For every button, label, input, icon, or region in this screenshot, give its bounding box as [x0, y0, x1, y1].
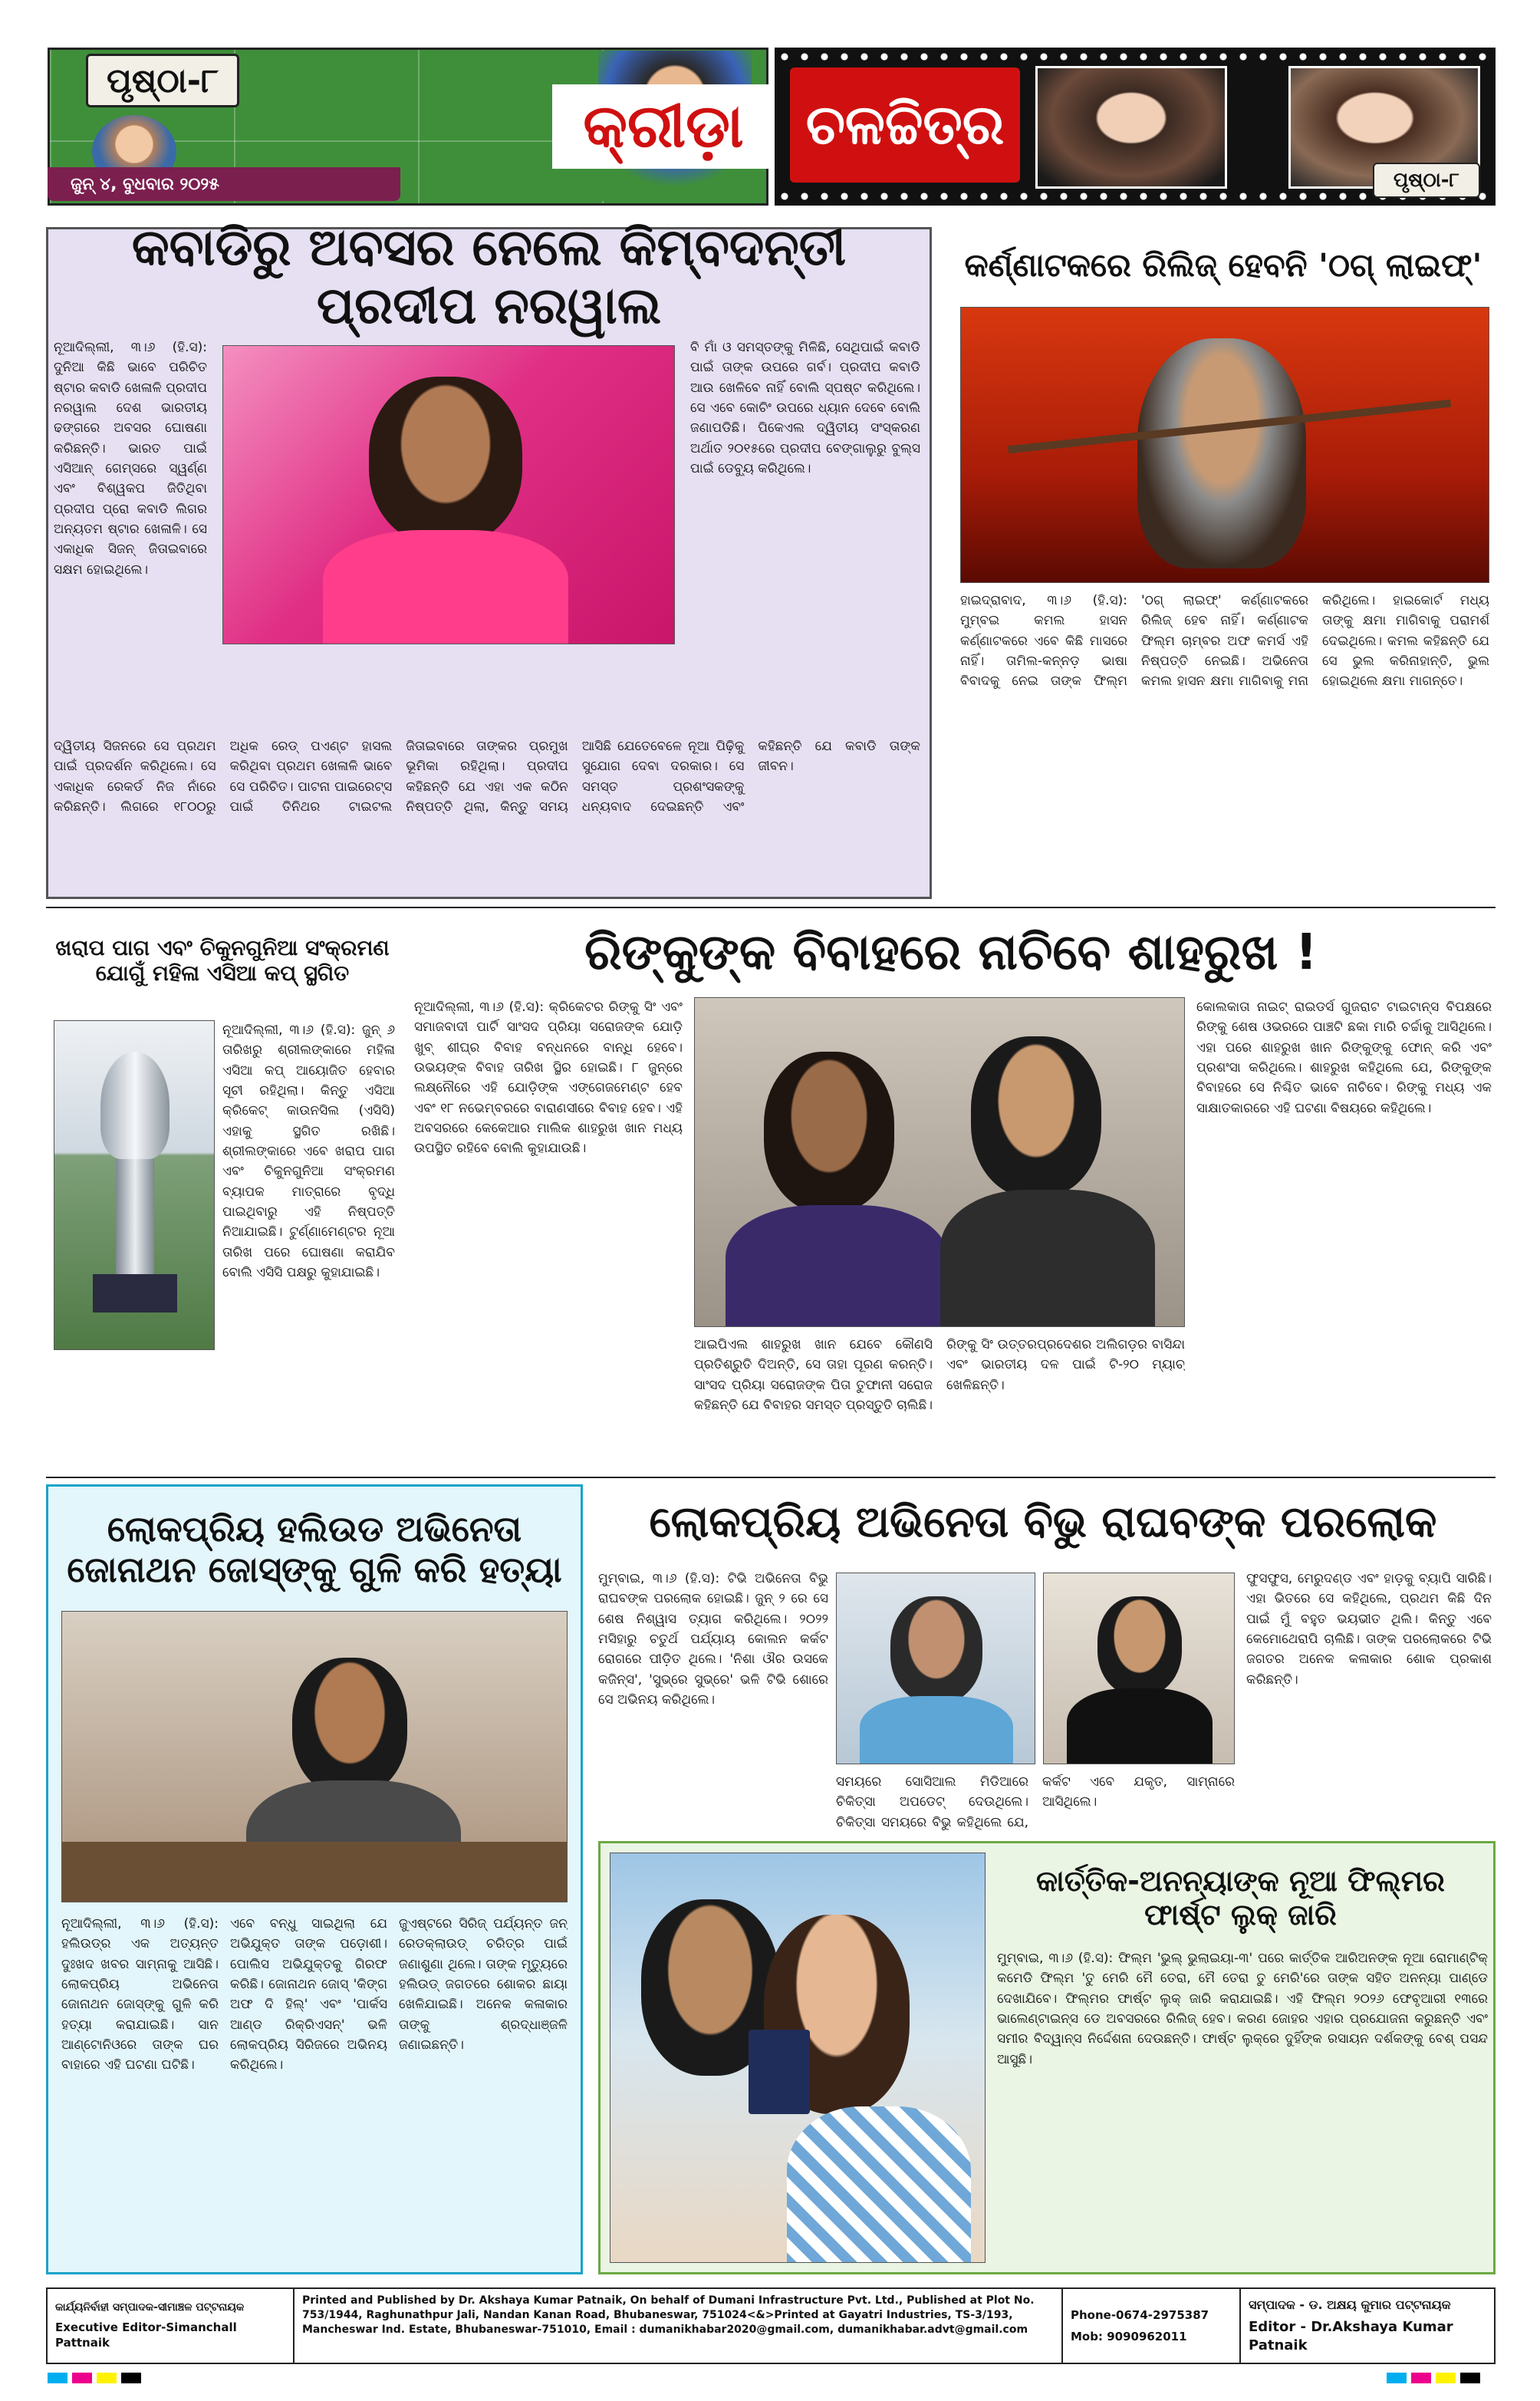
asia-cup-text: ନୂଆଦିଲ୍ଲୀ, ୩।୬ (ହି.ସ): ଜୁନ୍ ୬ ତାରିଖରୁ ଶ୍ରୀଲଙ୍କାରେ ମହିଳା ଏସିଆ କପ୍ ଆୟୋଜିତ ହେବାର ସୂଚୀ ରହିଥିଲା। କିନ୍ତୁ ଏସିଆ କ୍ରିକେଟ୍ କାଉନସିଲ (ଏସିସି) ଏହାକୁ ସ୍ଥଗିତ ରଖିଛି। ଶ୍ରୀଲଙ୍କାରେ ଏବେ ଖରାପ ପାଗ ଏବଂ ଚିକୁନଗୁନିଆ ସଂକ୍ରମଣ ବ୍ୟାପକ ମାତ୍ରାରେ ବୃଦ୍ଧି ପାଇଥିବାରୁ ଏହି ନିଷ୍ପତ୍ତି ନିଆଯାଇଛି। ଟୁର୍ଣ୍ଣାମେଣ୍ଟର ନୂଆ ତାରିଖ ପରେ ଘୋଷଣା କରାଯିବ ବୋଲି ଏସିସି ପକ୍ଷରୁ କୁହାଯାଇଛି। [222, 1023, 395, 1281]
joss-column-3: ଜୁଏଷ୍ଟରେ ସିରିଜ୍ ପର୍ଯ୍ୟନ୍ତ ଜନ୍ ରେଡକ୍ଲାଉଡ୍ ଚରିତ୍ର ପାଇଁ ଜଣାଶୁଣା ଥିଲେ। ତାଙ୍କ ମୃତ୍ୟୁରେ ହଲିଉଡ୍ ଜଗତରେ ଶୋକର ଛାୟା ଖେଳିଯାଇଛି। ଅନେକ କଳାକାର ତାଙ୍କୁ ଶ୍ରଦ୍ଧାଞ୍ଜଳି ଜଣାଇଛନ୍ତି। [399, 1916, 568, 2054]
section-title-sports: କ୍ରୀଡ଼ା [552, 84, 775, 169]
editor-english: Editor - Dr.Akshaya Kumar Patnaik [1249, 2318, 1453, 2353]
vibhu-column-2: ଫୁସଫୁସ, ମେରୁଦଣ୍ଡ ଏବଂ ହାଡ଼କୁ ବ୍ୟାପି ସାରିଛି। ଏହା ଭିତରେ ସେ କହିଥିଲେ, ପ୍ରଥମ କିଛି ଦିନ ପାଇଁ ମୁଁ ବହୁତ ଭୟଭୀତ ଥିଲି। କିନ୍ତୁ ଏବେ କେମୋଥେରାପି ଚାଲିଛି। ତାଙ୍କ ପରଲୋକରେ ଟିଭି ଜଗତର ଅନେକ କଳାକାର ଶୋକ ପ୍ରକାଶ କରିଛନ୍ତି। [1246, 1571, 1492, 1688]
footer-imprint: Printed and Published by Dr. Akshaya Kumar Patnaik, On behalf of Dumani Infrastructure Pvt. Ltd., Published at Plot No. 753/1944, Raghunathpur Jali, Nandan Kanan Road, Bhubaneswar, 751024<&>Printed at Gayatri Industries, TS-3/193, Mancheswar Ind. Estate, Bhubaneswar-751010, Email : dumanikhabar2020@gmail.com, dumanikhabar.advt@gmail.com [295, 2289, 1063, 2363]
page-number-right: ପୃଷ୍ଠା-୮ [1373, 163, 1480, 198]
jonathan-joss-photo [61, 1611, 568, 1902]
vibhu-portrait-photo [1043, 1573, 1235, 1764]
headline-asia-cup: ଖରାପ ପାଗ ଏବଂ ଚିକୁନଗୁନିଆ ସଂକ୍ରମଣ ଯୋଗୁଁ ମହିଳା ଏସିଆ କପ୍ ସ୍ଥଗିତ [55, 935, 390, 986]
rinku-shahrukh-photo [694, 997, 1185, 1327]
footer-executive-editor [48, 2289, 295, 2363]
actress-photo-1 [1035, 66, 1227, 189]
asia-cup-trophy-photo [54, 1020, 215, 1350]
headline-thug-life: କର୍ଣ୍ଣାଟକରେ ରିଲିଜ୍ ହେବନି 'ଠଗ୍ ଲାଇଫ୍' [964, 245, 1482, 284]
editor-odia: ସମ୍ପାଦକ - ଡ. ଅକ୍ଷୟ କୁମାର ପଟ୍ଟନାୟକ [1249, 2297, 1451, 2312]
thug-life-text: ହାଇଦ୍ରାବାଦ, ୩।୬ (ହି.ସ): ମୁମ୍ବଇ କମଲ ହାସନ କର୍ଣ୍ଣାଟକରେ ଏବେ କିଛି ମାସରେ ନାହିଁ। ତାମିଲ-କନ୍ନଡ଼ ଭାଷା ବିବାଦକୁ ନେଇ ତାଙ୍କ ଫିଲ୍ମ 'ଠଗ୍ ଲାଇଫ୍' କର୍ଣ୍ଣାଟକରେ ରିଲିଜ୍ ହେବ ନାହିଁ। କର୍ଣ୍ଣାଟକ ଫିଲ୍ମ ଚାମ୍ବର ଅଫ କମର୍ସ ଏହି ନିଷ୍ପତ୍ତି ନେଇଛି। ଅଭିନେତା କମଲ ହାସନ କ୍ଷମା ମାଗିବାକୁ ମନା କରିଥିଲେ। ହାଇକୋର୍ଟ ମଧ୍ୟ ତାଙ୍କୁ କ୍ଷମା ମାଗିବାକୁ ପରାମର୍ଶ ଦେଇଥିଲେ। କମଲ କହିଛନ୍ତି ଯେ ସେ ଭୁଲ କରିନାହାନ୍ତି, ଭୁଲ ହୋଇଥିଲେ କ୍ଷମା ମାଗନ୍ତେ। [960, 593, 1489, 690]
vibhu-column-1: ମୁମ୍ବାଇ, ୩।୬ (ହି.ସ): ଟିଭି ଅଭିନେତା ବିଭୁ ରାଘବଙ୍କ ପରଲୋକ ହୋଇଛି। ଜୁନ୍ ୨ ରେ ସେ ଶେଷ ନିଶ୍ୱାସ ତ୍ୟାଗ କରିଥିଲେ। ୨୦୨୨ ମସିହାରୁ ଚତୁର୍ଥ ପର୍ଯ୍ୟାୟ କୋଲନ କର୍କଟ ରୋଗରେ ପୀଡ଼ିତ ଥିଲେ। 'ନିଶା ଔର ଉସକେ କଜିନ୍ସ', 'ସୁଭ୍ରେ ସୁଭ୍ରେ' ଭଳି ଟିଭି ଶୋରେ ସେ ଅଭିନୟ କରିଥିଲେ। [598, 1571, 828, 1708]
rinku-column-1: ନୂଆଦିଲ୍ଲୀ, ୩।୬ (ହି.ସ): କ୍ରିକେଟର ରିଙ୍କୁ ସିଂ ଏବଂ ସମାଜବାଦୀ ପାର୍ଟି ସାଂସଦ ପ୍ରିୟା ସରୋଜଙ୍କ ଯୋଡ଼ି ଖୁବ୍ ଶୀଘ୍ର ବିବାହ ବନ୍ଧନରେ ବାନ୍ଧି ହେବେ। ଉଭୟଙ୍କ ବିବାହ ତାରିଖ ସ୍ଥିର ହୋଇଛି। ୮ ଜୁନ୍‌ରେ ଲକ୍ଷ୍ନୌରେ ଏହି ଯୋଡ଼ିଙ୍କ ଏଙ୍ଗେଜମେଣ୍ଟ ହେବ ଏବଂ ୧୮ ନଭେମ୍ବରରେ ବାରାଣସୀରେ ବିବାହ ହେବ। ଏହି ଅବସରରେ କେକେଆର ମାଲିକ ଶାହରୁଖ ଖାନ ମଧ୍ୟ ଉପସ୍ଥିତ ରହିବେ ବୋଲି କୁହାଯାଉଛି। [414, 1000, 683, 1157]
phone-number: Phone-0674-2975387 [1071, 2307, 1209, 2322]
headline-kabaddi: କବାଡିରୁ ଅବସର ନେଲେ କିମ୍ବଦନ୍ତୀ ପ୍ରଦୀପ ନରୱାଲ [131, 218, 847, 335]
vibhu-hospital-photo [836, 1573, 1035, 1764]
headline-rinku-wedding: ରିଙ୍କୁଙ୍କ ବିବାହରେ ନାଚିବେ ଶାହରୁଖ ! [584, 924, 1318, 981]
page-number-left: ପୃଷ୍ଠା-୮ [86, 54, 239, 107]
headline-jonathan-joss: ଲୋକପ୍ରିୟ ହଲିଉଡ ଅଭିନେତା ଜୋନାଥନ ଜୋସ୍‌ଙ୍କୁ ଗୁଳି କରି ହତ୍ୟା [67, 1508, 562, 1590]
footer-editor [1241, 2289, 1494, 2363]
executive-editor-odia: କାର୍ଯ୍ୟନିର୍ବାହୀ ସମ୍ପାଦକ-ସୀମାଞ୍ଚଳ ପଟ୍ଟନାୟକ [55, 2301, 245, 2314]
color-registration-right [1387, 2372, 1485, 2386]
kabaddi-player-photo [222, 345, 675, 644]
kartik-ananya-photo [610, 1853, 986, 2263]
headline-kartik-ananya: କାର୍ତ୍ତିକ-ଅନନ୍ୟାଙ୍କ ନୂଆ ଫିଲ୍ମର ଫାର୍ଷ୍ଟ ଲୁକ୍ ଜାରି [1036, 1864, 1445, 1932]
thug-life-poster [960, 307, 1489, 583]
mobile-number: Mob: 9090962011 [1071, 2330, 1187, 2343]
kabaddi-lower-text: ଦ୍ୱିତୀୟ ସିଜନରେ ସେ ପ୍ରଥମ ପାଇଁ ପ୍ରଦର୍ଶନ କରିଥିଲେ। ସେ ଏକାଧିକ ରେକର୍ଡ ନିଜ ନାଁରେ କରିଛନ୍ତି। ଲିଗରେ ୧୮୦୦ରୁ ଅଧିକ ରେଡ୍ ପଏଣ୍ଟ ହାସଲ କରିଥିବା ପ୍ରଥମ ଖେଳାଳି ଭାବେ ସେ ପରିଚିତ। ପାଟନା ପାଇରେଟ୍ସ ପାଇଁ ତିନିଥର ଟାଇଟଲ ଜିତାଇବାରେ ତାଙ୍କର ପ୍ରମୁଖ ଭୂମିକା ରହିଥିଲା। ପ୍ରଦୀପ କହିଛନ୍ତି ଯେ ଏହା ଏକ କଠିନ ନିଷ୍ପତ୍ତି ଥିଲା, କିନ୍ତୁ ସମୟ ଆସିଛି ଯେତେବେଳେ ନୂଆ ପିଢ଼ିକୁ ସୁଯୋଗ ଦେବା ଦରକାର। ସେ ସମସ୍ତ ପ୍ରଶଂସକଙ୍କୁ ଧନ୍ୟବାଦ ଦେଇଛନ୍ତି ଏବଂ କହିଛନ୍ତି ଯେ କବାଡି ତାଙ୍କ ଜୀବନ। [54, 739, 920, 815]
headline-vibhu-raghave: ଲୋକପ୍ରିୟ ଅଭିନେତା ବିଭୁ ରାଘବଙ୍କ ପରଲୋକ [649, 1497, 1437, 1547]
footer-bar [46, 2287, 1496, 2364]
section-title-cinema: ଚଳଚ୍ଚିତ୍ର [790, 68, 1020, 183]
rinku-lower-text: ଆଇପିଏଲ ଶାହରୁଖ ଖାନ ଯେବେ କୌଣସି ପ୍ରତିଶ୍ରୁତି ଦିଅନ୍ତି, ସେ ତାହା ପୂରଣ କରନ୍ତି। ସାଂସଦ ପ୍ରିୟା ସରୋଜଙ୍କ ପିତା ତୁଫାନୀ ସରୋଜ କହିଛନ୍ତି ଯେ ବିବାହର ସମସ୍ତ ପ୍ରସ୍ତୁତି ଚାଲିଛି। ରିଙ୍କୁ ସିଂ ଉତ୍ତରପ୍ରଦେଶର ଅଲିଗଡ଼ର ବାସିନ୍ଦା ଏବଂ ଭାରତୀୟ ଦଳ ପାଇଁ ଟି-୨୦ ମ୍ୟାଚ୍ ଖେଳିଛନ୍ତି। [694, 1337, 1185, 1414]
kabaddi-column-1: ନୂଆଦିଲ୍ଲୀ, ୩।୬ (ହି.ସ): ଦୁନିଆ କିଛି ଭାବେ ପରିଚିତ ଷ୍ଟାର କବାଡି ଖେଳାଳି ପ୍ରଦୀପ ନରୱାଲ ଦେଶ ଭାରତୀୟ ଢଙ୍ଗରେ ଅବସର ଘୋଷଣା କରିଛନ୍ତି। ଭାରତ ପାଇଁ ଏସିଆନ୍ ଗେମ୍ସରେ ସ୍ୱର୍ଣ୍ଣ ଏବଂ ବିଶ୍ୱକପ ଜିତିଥିବା ପ୍ରଦୀପ ପ୍ରୋ କବାଡି ଲିଗର ଅନ୍ୟତମ ଷ୍ଟାର ଖେଳାଳି। ସେ ଏକାଧିକ ସିଜନ୍ ଜିତାଇବାରେ ସକ୍ଷମ ହୋଇଥିଲେ। [54, 340, 207, 578]
rinku-column-2: କୋଲକାତା ନାଇଟ୍ ରାଇଡର୍ସ ଗୁଜରାଟ ଟାଇଟାନ୍ସ ବିପକ୍ଷରେ ରିଙ୍କୁ ଶେଷ ଓଭରରେ ପାଞ୍ଚଟି ଛକା ମାରି ଚର୍ଚ୍ଚାକୁ ଆସିଥିଲେ। ଏହା ପରେ ଶାହରୁଖ ଖାନ ରିଙ୍କୁଙ୍କୁ ଫୋନ୍ କରି ଏବଂ ପ୍ରଶଂସା କରିଥିଲେ। ଶାହରୁଖ କହିଥିଲେ ଯେ, ରିଙ୍କୁଙ୍କ ବିବାହରେ ସେ ନିଶ୍ଚିତ ଭାବେ ନାଚିବେ। ରିଙ୍କୁ ମଧ୍ୟ ଏକ ସାକ୍ଷାତକାରରେ ଏହି ଘଟଣା ବିଷୟରେ କହିଥିଲେ। [1196, 1000, 1492, 1116]
kabaddi-column-2: ବି ମାଁ ଓ ସମସ୍ତଙ୍କୁ ମିଳିଛି, ସେଥିପାଇଁ କବାଡି ପାଇଁ ତାଙ୍କ ଉପରେ ଗର୍ବ। ପ୍ରଦୀପ କବାଡି ଆଉ ଖେଳିବେ ନାହିଁ ବୋଲି ସ୍ପଷ୍ଟ କରିଥିଲେ। ସେ ଏବେ କୋଚିଂ ଉପରେ ଧ୍ୟାନ ଦେବେ ବୋଲି ଜଣାପଡିଛି। ପିକେଏଲ ଦ୍ୱିତୀୟ ସଂସ୍କରଣ ଅର୍ଥାତ ୨୦୧୫ରେ ପ୍ରଦୀପ ବେଙ୍ଗାଲୁରୁ ବୁଲ୍ସ ପାଇଁ ଡେବ୍ୟୁ କରିଥିଲେ। [690, 340, 920, 477]
vibhu-lower-text: ସମୟରେ ସୋସିଆଲ ମିଡିଆରେ ଚିକିତ୍ସା ଅପଡେଟ୍ ଦେଉଥିଲେ। ଚିକିତ୍ସା ସମୟରେ ବିଭୁ କହିଥିଲେ ଯେ, କର୍କଟ ଏବେ ଯକୃତ, ସାମ୍ନାରେ ଆସିଥିଲେ। [836, 1774, 1235, 1830]
kartik-ananya-text: ମୁମ୍ବାଇ, ୩।୬ (ହି.ସ): ଫିଲ୍ମ 'ଭୁଲ୍ ଭୁଲାଇୟା-୩' ପରେ କାର୍ତ୍ତିକ ଆରିଅନଙ୍କ ନୂଆ ରୋମାଣ୍ଟିକ୍ କମେଡି ଫିଲ୍ମ 'ତୁ ମେରି ମୈ ତେରା, ମୈ ତେରା ତୁ ମେରି'ରେ ତାଙ୍କ ସହିତ ଅନନ୍ୟା ପାଣ୍ଡେ ଦେଖାଯିବେ। ଫିଲ୍ମର ଫାର୍ଷ୍ଟ ଲୁକ୍ ଜାରି କରାଯାଇଛି। ଏହି ଫିଲ୍ମ ୨୦୨୬ ଫେବୃଆରୀ ୧୩ରେ ଭାଲେଣ୍ଟାଇନ୍ସ ଡେ ଅବସରରେ ରିଲିଜ୍ ହେବ। କରଣ ଜୋହର ଏହାର ପ୍ରଯୋଜନା କରୁଛନ୍ତି ଏବଂ ସମୀର ବିଦ୍ୱାନ୍ସ ନିର୍ଦ୍ଦେଶନା ଦେଉଛନ୍ତି। ଫାର୍ଷ୍ଟ ଲୁକ୍‌ରେ ଦୁହିଁଙ୍କ ରସାୟନ ଦର୍ଶକଙ୍କୁ ବେଶ୍ ପସନ୍ଦ ଆସୁଛି। [997, 1951, 1488, 2067]
executive-editor-english: Executive Editor-Simanchall Pattnaik [55, 2320, 237, 2350]
joss-column-1: ନୂଆଦିଲ୍ଲୀ, ୩।୬ (ହି.ସ): ହଲିଉଡ୍ର ଏକ ଅତ୍ୟନ୍ତ ଦୁଃଖଦ ଖବର ସାମ୍ନାକୁ ଆସିଛି। ଲୋକପ୍ରିୟ ଅଭିନେତା ଜୋନାଥନ ଜୋସ୍‌ଙ୍କୁ ଗୁଳି କରି ହତ୍ୟା କରାଯାଇଛି। ସାନ ଆଣ୍ଟୋନିଓରେ ତାଙ୍କ ଘର ବାହାରେ ଏହି ଘଟଣା ଘଟିଛି। [61, 1916, 219, 2073]
footer-contact [1063, 2289, 1241, 2363]
color-registration-left [48, 2372, 146, 2386]
issue-date: ଜୁନ୍ ୪, ବୁଧବାର ୨୦୨୫ [48, 167, 400, 201]
section-divider-2 [46, 1477, 1496, 1478]
section-divider [46, 907, 1496, 908]
joss-column-2: ଏବେ ବନ୍ଧୁ ସାଇଥିଲା ଯେ ଅଭିଯୁକ୍ତ ତାଙ୍କ ପଡ଼ୋଶୀ। ପୋଲିସ ଅଭିଯୁକ୍ତକୁ ଗିରଫ କରିଛି। ଜୋନାଥନ ଜୋସ୍ 'କିଙ୍ଗ ଅଫ ଦି ହିଲ୍' ଏବଂ 'ପାର୍କସ ଆଣ୍ଡ ରିକ୍ରିଏସନ୍' ଭଳି ଲୋକପ୍ରିୟ ସିରିଜରେ ଅଭିନୟ କରିଥିଲେ। [230, 1916, 387, 2073]
